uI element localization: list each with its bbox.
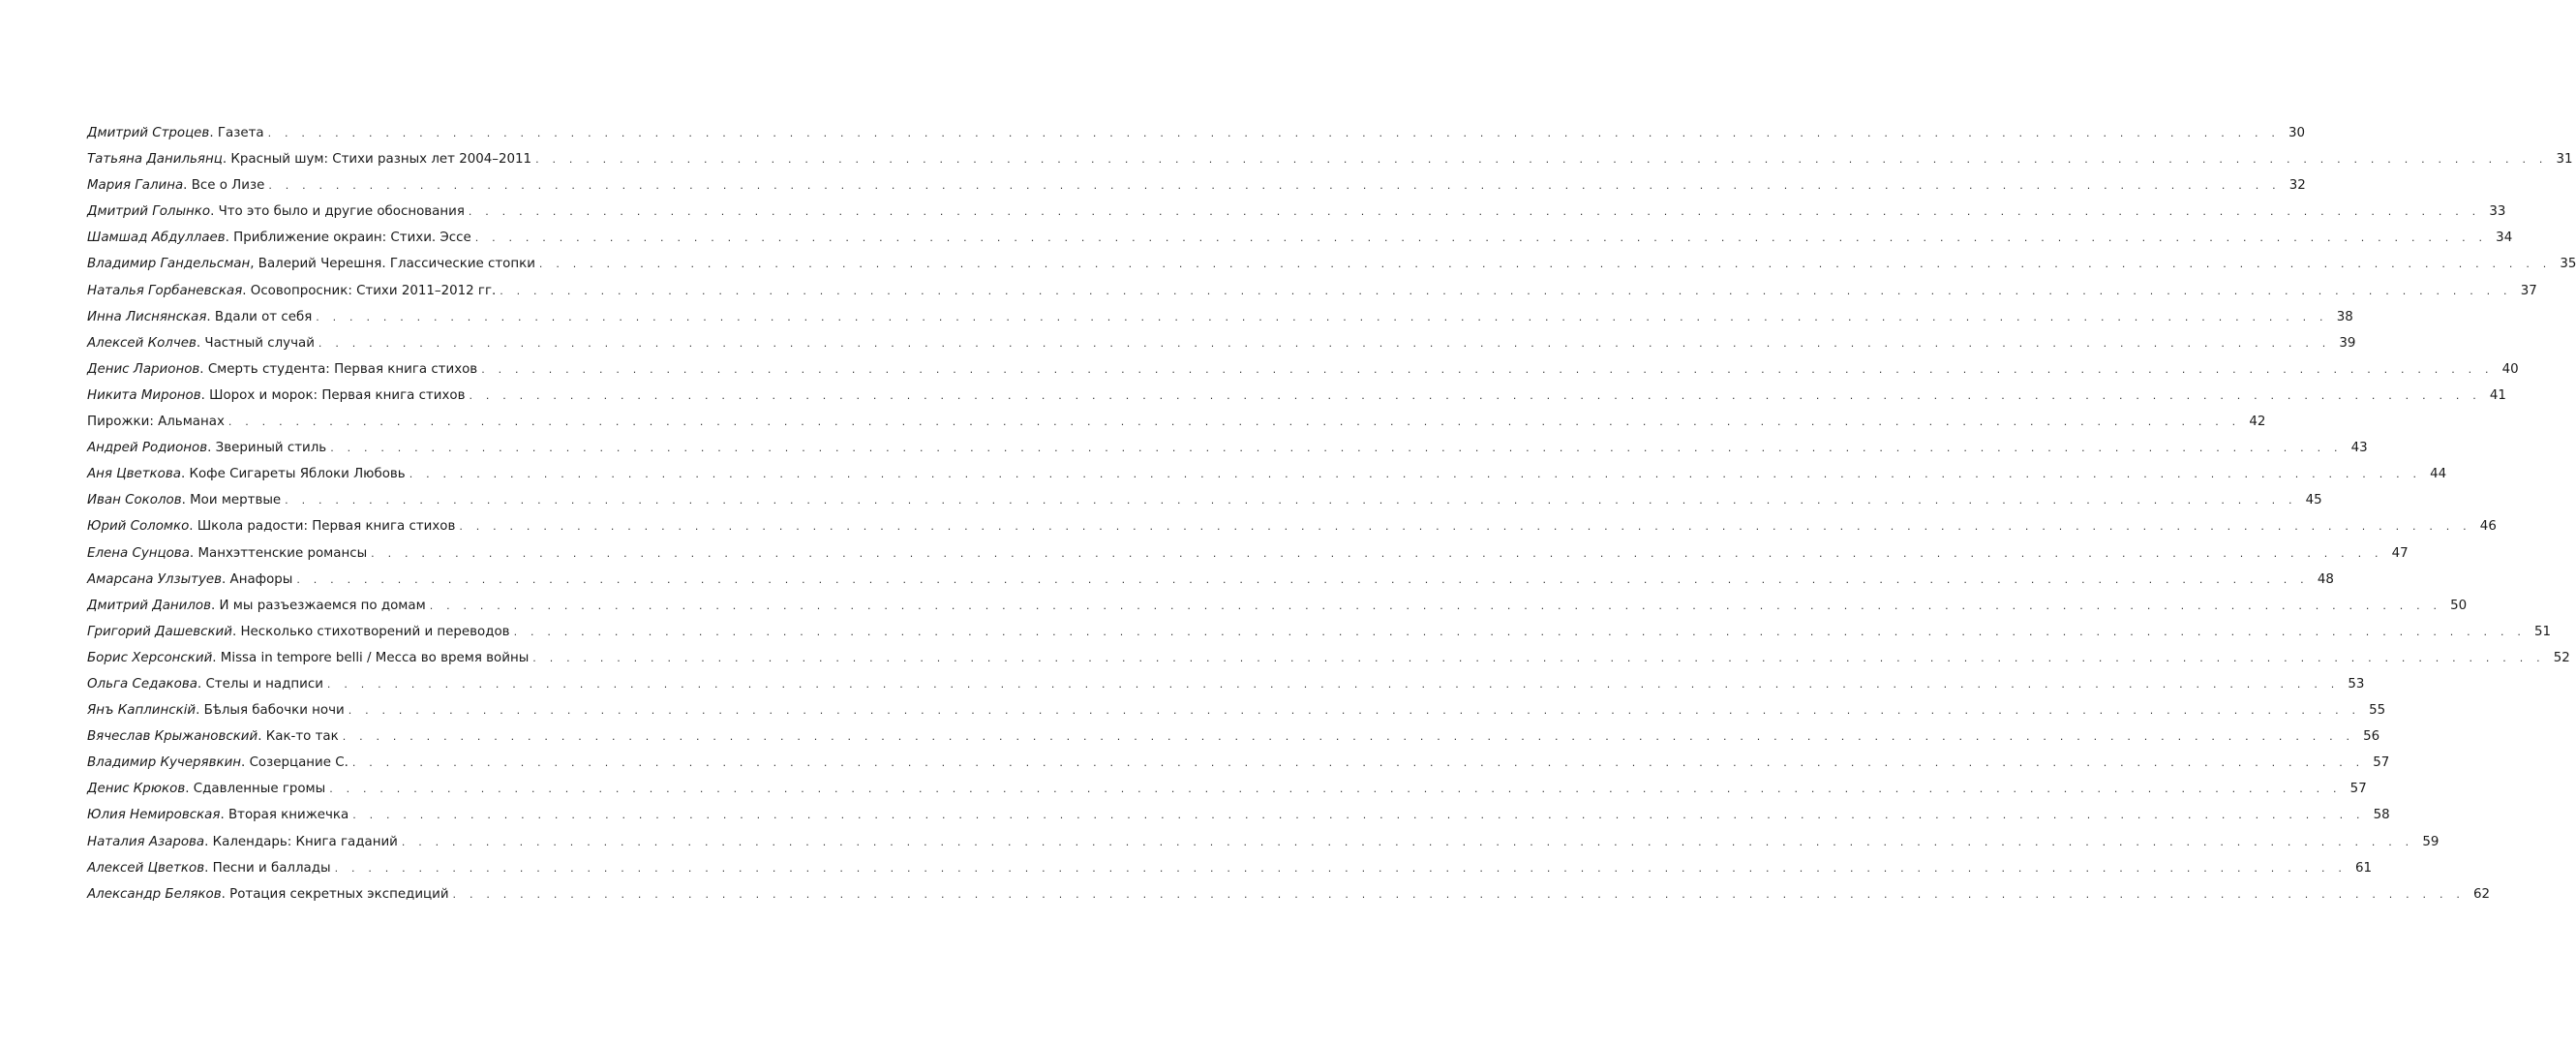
toc-page-number: 38 [2336,309,2353,324]
dot-leader: . . . . . . . . . . . . . . . . . . . . . . . . . . . . . . . . . . . . . . . . . . . . . . . . . . . . . . . . . . . . . . . . . . . . . . . . . . . . . . . . . . . . . . . . . . . . . . . . . . . . . . . . . . . . . . . . . . . . . . . . [469,388,2481,402]
toc-title: Missa in tempore belli / Месса во время войны [220,650,530,665]
toc-entry-text [87,671,323,697]
toc-page-number: 52 [2553,650,2570,665]
dot-leader: . . . . . . . . . . . . . . . . . . . . . . . . . . . . . . . . . . . . . . . . . . . . . . . . . . . . . . . . . . . . . . . . . . . . . . . . . . . . . . . . . . . . . . . . . . . . . . . . . . . . . . . . . . . . . . . . . . . . . . . . [401,835,2414,848]
toc-separator: . [206,309,215,324]
dot-leader: . . . . . . . . . . . . . . . . . . . . . . . . . . . . . . . . . . . . . . . . . . . . . . . . . . . . . . . . . . . . . . . . . . . . . . . . . . . . . . . . . . . . . . . . . . . . . . . . . . . . . . . . . . . . . . . . . . . . . . . . [227,415,2241,429]
toc-separator: . [200,387,210,403]
toc-entry-text [87,540,367,567]
toc-separator: . [211,598,220,613]
dot-leader: . . . . . . . . . . . . . . . . . . . . . . . . . . . . . . . . . . . . . . . . . . . . . . . . . . . . . . . . . . . . . . . . . . . . . . . . . . . . . . . . . . . . . . . . . . . . . . . . . . . . . . . . . . . . . . . . . . . . . . . . [326,677,2340,691]
toc-entry [87,776,2367,802]
toc-entry [87,645,2570,671]
toc-separator: . [181,493,191,508]
toc-separator: . [204,834,213,849]
dot-leader: . . . . . . . . . . . . . . . . . . . . . . . . . . . . . . . . . . . . . . . . . . . . . . . . . . . . . . . . . . . . . . . . . . . . . . . . . . . . . . . . . . . . . . . . . . . . . . . . . . . . . . . . . . . . . . . . . . . . . . . . [268,179,2281,193]
toc-author: Наталья Горбаневская [87,283,243,298]
dot-leader: . . . . . . . . . . . . . . . . . . . . . . . . . . . . . . . . . . . . . . . . . . . . . . . . . . . . . . . . . . . . . . . . . . . . . . . . . . . . . . . . . . . . . . . . . . . . . . . . . . . . . . . . . . . . . . . . . . . . . . . . [468,205,2481,219]
toc-author: Андрей Родионов [87,441,208,456]
toc-entry [87,802,2390,828]
toc-separator: . [210,204,219,220]
toc-entry [87,619,2552,645]
toc-page-number: 45 [2305,493,2322,508]
toc-separator: . [189,519,197,535]
toc-page-number: 39 [2339,335,2356,351]
toc-page-number: 51 [2534,624,2552,639]
dot-leader: . . . . . . . . . . . . . . . . . . . . . . . . . . . . . . . . . . . . . . . . . . . . . . . . . . . . . . . . . . . . . . . . . . . . . . . . . . . . . . . . . . . . . . . . . . . . . . . . . . . . . . . . . . . . . . . . . . . . . . . . [538,258,2552,271]
dot-leader: . . . . . . . . . . . . . . . . . . . . . . . . . . . . . . . . . . . . . . . . . . . . . . . . . . . . . . . . . . . . . . . . . . . . . . . . . . . . . . . . . . . . . . . . . . . . . . . . . . . . . . . . . . . . . . . . . . . . . . . . [296,572,2309,586]
toc-title: Кофе Сигареты Яблоки Любовь [189,467,406,482]
toc-separator: . [196,335,205,351]
toc-entry [87,435,2368,461]
dot-leader: . . . . . . . . . . . . . . . . . . . . . . . . . . . . . . . . . . . . . . . . . . . . . . . . . . . . . . . . . . . . . . . . . . . . . . . . . . . . . . . . . . . . . . . . . . . . . . . . . . . . . . . . . . . . . . . . . . . . . . . . [513,625,2527,638]
toc-author: Владимир Кучерявкин [87,755,242,771]
toc-page-number: 33 [2489,204,2506,220]
toc-title: Школа радости: Первая книга стихов [197,519,456,535]
dot-leader: . . . . . . . . . . . . . . . . . . . . . . . . . . . . . . . . . . . . . . . . . . . . . . . . . . . . . . . . . . . . . . . . . . . . . . . . . . . . . . . . . . . . . . . . . . . . . . . . . . . . . . . . . . . . . . . . . . . . . . . . [351,756,2365,770]
toc-page-number: 57 [2373,755,2390,771]
toc-entry-text [87,776,325,802]
toc-page-number: 34 [2496,231,2513,246]
toc-page-number: 56 [2363,729,2380,745]
toc-entry [87,383,2506,409]
toc-author: Дмитрий Строцев [87,126,210,140]
toc-entry-text [87,383,465,409]
toc-title: Календарь: Книга гаданий [212,834,398,849]
toc-author: Алексей Цветков [87,860,205,876]
toc-title: Вдали от себя [214,309,313,324]
toc-page-number: 41 [2489,387,2506,403]
toc-entry [87,304,2353,330]
dot-leader: . . . . . . . . . . . . . . . . . . . . . . . . . . . . . . . . . . . . . . . . . . . . . . . . . . . . . . . . . . . . . . . . . . . . . . . . . . . . . . . . . . . . . . . . . . . . . . . . . . . . . . . . . . . . . . . . . . . . . . . . [459,520,2471,534]
dot-leader: . . . . . . . . . . . . . . . . . . . . . . . . . . . . . . . . . . . . . . . . . . . . . . . . . . . . . . . . . . . . . . . . . . . . . . . . . . . . . . . . . . . . . . . . . . . . . . . . . . . . . . . . . . . . . . . . . . . . . . . . [330,442,2343,455]
toc-entry-text [87,881,449,908]
toc-author: Григорий Дашевский [87,624,232,639]
toc-separator: . [231,624,241,639]
dot-leader: . . . . . . . . . . . . . . . . . . . . . . . . . . . . . . . . . . . . . . . . . . . . . . . . . . . . . . . . . . . . . . . . . . . . . . . . . . . . . . . . . . . . . . . . . . . . . . . . . . . . . . . . . . . . . . . . . . . . . . . . [348,704,2361,718]
toc-entry [87,487,2322,513]
toc-entry-text [87,172,264,199]
toc-separator: . [221,886,230,902]
toc-entry [87,251,2576,277]
toc-entry-text [87,461,406,487]
dot-leader: . . . . . . . . . . . . . . . . . . . . . . . . . . . . . . . . . . . . . . . . . . . . . . . . . . . . . . . . . . . . . . . . . . . . . . . . . . . . . . . . . . . . . . . . . . . . . . . . . . . . . . . . . . . . . . . . . . . . . . . . [481,362,2494,376]
toc-separator: . [258,729,266,745]
toc-title: Созерцание С. [249,755,349,771]
toc-entry-text [87,330,315,356]
toc-separator: . [212,650,221,665]
toc-author: Владимир Гандельсман [87,257,251,272]
dot-leader: . . . . . . . . . . . . . . . . . . . . . . . . . . . . . . . . . . . . . . . . . . . . . . . . . . . . . . . . . . . . . . . . . . . . . . . . . . . . . . . . . . . . . . . . . . . . . . . . . . . . . . . . . . . . . . . . . . . . . . . . [371,546,2383,560]
toc-title: Смерть студента: Первая книга стихов [207,361,478,377]
toc-author: Дмитрий Голынко [87,204,211,220]
toc-entry [87,199,2506,225]
toc-title: Валерий Черешня. Глассические стопки [258,257,535,272]
toc-title: И мы разъезжаемся по домам [219,598,426,613]
toc-title: Анафоры [229,571,293,587]
toc-entry-text [87,304,312,330]
toc-author: Юрий Соломко [87,519,190,535]
toc-title: Осовопросник: Стихи 2011–2012 гг. [250,283,497,298]
toc-title: Все о Лизе [191,178,265,194]
toc-title: Вторая книжечка [227,808,349,823]
toc-entry [87,881,2491,908]
toc-page-number: 62 [2472,886,2491,902]
toc-separator: , [250,257,258,272]
toc-entry-text [87,120,264,146]
toc-entry-text [87,723,339,750]
toc-separator: . [222,571,230,587]
toc-title: Приближение окраин: Стихи. Эссе [233,231,471,246]
toc-entry [87,146,2573,172]
toc-separator: . [209,126,218,140]
toc-entry [87,540,2409,567]
toc-entry [87,356,2519,383]
toc-page-number: 43 [2350,441,2368,456]
toc-page-number: 55 [2369,703,2386,719]
toc-title: Газета [217,126,264,140]
toc-entry-text [87,225,471,251]
toc-page-number: 50 [2450,598,2468,613]
toc-author: Ольга Седакова [87,676,197,692]
toc-author: Иван Соколов [87,493,182,508]
toc-title: Как-то так [265,729,339,745]
toc-title: Несколько стихотворений и переводов [240,624,510,639]
toc-entry [87,409,2266,435]
toc-entry [87,723,2380,750]
toc-entry [87,461,2447,487]
dot-leader: . . . . . . . . . . . . . . . . . . . . . . . . . . . . . . . . . . . . . . . . . . . . . . . . . . . . . . . . . . . . . . . . . . . . . . . . . . . . . . . . . . . . . . . . . . . . . . . . . . . . . . . . . . . . . . . . . . . . . . . . [535,153,2548,167]
toc-separator: . [196,703,204,719]
dot-leader: . . . . . . . . . . . . . . . . . . . . . . . . . . . . . . . . . . . . . . . . . . . . . . . . . . . . . . . . . . . . . . . . . . . . . . . . . . . . . . . . . . . . . . . . . . . . . . . . . . . . . . . . . . . . . . . . . . . . . . . . [267,127,2281,139]
toc-entry-text [87,619,510,645]
toc-entry-text [87,146,531,172]
toc-entry-text [87,278,496,304]
toc-entry [87,829,2440,855]
toc-page-number: 42 [2249,415,2266,430]
toc-entry-text [87,750,349,776]
dot-leader: . . . . . . . . . . . . . . . . . . . . . . . . . . . . . . . . . . . . . . . . . . . . . . . . . . . . . . . . . . . . . . . . . . . . . . . . . . . . . . . . . . . . . . . . . . . . . . . . . . . . . . . . . . . . . . . . . . . . . . . . [316,310,2328,323]
toc-page-number: 32 [2288,178,2306,194]
toc-title: Мои мертвые [190,493,282,508]
dot-leader: . . . . . . . . . . . . . . . . . . . . . . . . . . . . . . . . . . . . . . . . . . . . . . . . . . . . . . . . . . . . . . . . . . . . . . . . . . . . . . . . . . . . . . . . . . . . . . . . . . . . . . . . . . . . . . . . . . . . . . . . [318,336,2331,350]
toc-separator: . [204,860,213,876]
toc-page-number: 44 [2430,467,2447,482]
toc-page-number: 48 [2317,571,2334,587]
toc-author: Александр Беляков [87,886,222,902]
toc-entry-text [87,513,455,539]
table-of-contents [87,120,2576,908]
toc-entry-text [87,829,398,855]
toc-page-number: 40 [2501,361,2519,377]
toc-author: Алексей Колчев [87,335,197,351]
toc-title: Манхэттенские романсы [197,545,368,561]
toc-author: Инна Лиснянская [87,309,207,324]
toc-entry [87,330,2356,356]
toc-page-number: 58 [2373,808,2390,823]
dot-leader: . . . . . . . . . . . . . . . . . . . . . . . . . . . . . . . . . . . . . . . . . . . . . . . . . . . . . . . . . . . . . . . . . . . . . . . . . . . . . . . . . . . . . . . . . . . . . . . . . . . . . . . . . . . . . . . . . . . . . . . . [285,494,2297,508]
toc-entry [87,172,2306,199]
toc-author: Никита Миронов [87,387,201,403]
toc-entry [87,855,2373,881]
toc-author: Наталия Азарова [87,834,205,849]
toc-separator: . [183,178,192,194]
toc-separator: . [220,808,228,823]
toc-author: Юлия Немировская [87,808,221,823]
toc-separator: . [222,152,231,168]
toc-author: Денис Ларионов [87,361,200,377]
toc-separator: . [241,755,250,771]
toc-entry-text [87,356,477,383]
dot-leader: . . . . . . . . . . . . . . . . . . . . . . . . . . . . . . . . . . . . . . . . . . . . . . . . . . . . . . . . . . . . . . . . . . . . . . . . . . . . . . . . . . . . . . . . . . . . . . . . . . . . . . . . . . . . . . . . . . . . . . . . [334,861,2348,875]
toc-page-number: 30 [2288,126,2306,140]
toc-author: Дмитрий Данилов [87,598,211,613]
toc-author: Амарсана Улзытуев [87,571,223,587]
toc-page-number: 57 [2349,782,2367,797]
toc-page-number: 47 [2391,545,2409,561]
toc-entry-text [87,487,281,513]
toc-separator: . [225,231,234,246]
toc-author: Елена Сунцова [87,545,190,561]
toc-author: Мария Галина [87,178,184,194]
dot-leader: . . . . . . . . . . . . . . . . . . . . . . . . . . . . . . . . . . . . . . . . . . . . . . . . . . . . . . . . . . . . . . . . . . . . . . . . . . . . . . . . . . . . . . . . . . . . . . . . . . . . . . . . . . . . . . . . . . . . . . . . [329,783,2342,796]
toc-title: Стелы и надписи [205,676,323,692]
toc-entry-text [87,199,465,225]
toc-entry [87,567,2334,593]
dot-leader: . . . . . . . . . . . . . . . . . . . . . . . . . . . . . . . . . . . . . . . . . . . . . . . . . . . . . . . . . . . . . . . . . . . . . . . . . . . . . . . . . . . . . . . . . . . . . . . . . . . . . . . . . . . . . . . . . . . . . . . . [342,730,2355,744]
toc-entry [87,593,2468,619]
toc-entry-text [87,645,529,671]
dot-leader: . . . . . . . . . . . . . . . . . . . . . . . . . . . . . . . . . . . . . . . . . . . . . . . . . . . . . . . . . . . . . . . . . . . . . . . . . . . . . . . . . . . . . . . . . . . . . . . . . . . . . . . . . . . . . . . . . . . . . . . . [409,468,2422,481]
toc-page-number: 37 [2520,283,2537,298]
toc-author: Вячеслав Крыжановский [87,729,258,745]
toc-entry-text [87,802,349,828]
toc-entry-text [87,251,535,277]
toc-author: Татьяна Данильянц [87,152,223,168]
toc-separator: . [189,545,198,561]
toc-title: Шорох и морок: Первая книга стихов [209,387,466,403]
toc-entry [87,513,2497,539]
toc-entry [87,697,2386,723]
toc-page-number: 61 [2355,860,2373,876]
dot-leader: . . . . . . . . . . . . . . . . . . . . . . . . . . . . . . . . . . . . . . . . . . . . . . . . . . . . . . . . . . . . . . . . . . . . . . . . . . . . . . . . . . . . . . . . . . . . . . . . . . . . . . . . . . . . . . . . . . . . . . . . [474,231,2488,245]
toc-entry-text [87,409,225,435]
toc-entry [87,278,2537,304]
toc-entry-text [87,435,326,461]
dot-leader: . . . . . . . . . . . . . . . . . . . . . . . . . . . . . . . . . . . . . . . . . . . . . . . . . . . . . . . . . . . . . . . . . . . . . . . . . . . . . . . . . . . . . . . . . . . . . . . . . . . . . . . . . . . . . . . . . . . . . . . . [352,809,2365,822]
dot-leader: . . . . . . . . . . . . . . . . . . . . . . . . . . . . . . . . . . . . . . . . . . . . . . . . . . . . . . . . . . . . . . . . . . . . . . . . . . . . . . . . . . . . . . . . . . . . . . . . . . . . . . . . . . . . . . . . . . . . . . . . [500,284,2512,297]
toc-author: Аня Цветкова [87,467,181,482]
toc-author: Янъ Каплинскiй [87,703,197,719]
toc-title: Пирожки: Альманах [87,415,225,430]
toc-title: Сдавленные громы [193,782,326,797]
toc-title: Песни и баллады [212,860,331,876]
toc-separator: . [185,782,194,797]
toc-title: Бѣлыя бабочки ночи [203,703,345,719]
toc-page-number: 46 [2479,519,2497,535]
toc-title: Частный случай [204,335,315,351]
toc-page-number: 35 [2560,257,2576,272]
dot-leader: . . . . . . . . . . . . . . . . . . . . . . . . . . . . . . . . . . . . . . . . . . . . . . . . . . . . . . . . . . . . . . . . . . . . . . . . . . . . . . . . . . . . . . . . . . . . . . . . . . . . . . . . . . . . . . . . . . . . . . . . [532,651,2545,664]
toc-separator: . [199,361,208,377]
toc-entry-text [87,697,345,723]
toc-entry-text [87,593,426,619]
toc-title: Звериный стиль [215,441,327,456]
toc-author: Денис Крюков [87,782,186,797]
toc-separator: . [180,467,190,482]
toc-author: Шамшад Абдуллаев [87,231,226,246]
toc-author: Борис Херсонский [87,650,213,665]
toc-entry [87,750,2390,776]
dot-leader: . . . . . . . . . . . . . . . . . . . . . . . . . . . . . . . . . . . . . . . . . . . . . . . . . . . . . . . . . . . . . . . . . . . . . . . . . . . . . . . . . . . . . . . . . . . . . . . . . . . . . . . . . . . . . . . . . . . . . . . . [452,887,2466,901]
toc-entry-text [87,567,292,593]
toc-title: Ротация секретных экспедиций [229,886,449,902]
toc-page-number: 53 [2348,676,2365,692]
dot-leader: . . . . . . . . . . . . . . . . . . . . . . . . . . . . . . . . . . . . . . . . . . . . . . . . . . . . . . . . . . . . . . . . . . . . . . . . . . . . . . . . . . . . . . . . . . . . . . . . . . . . . . . . . . . . . . . . . . . . . . . . [429,599,2442,612]
toc-separator: . [197,676,206,692]
toc-title: Что это было и другие обоснования [218,204,465,220]
toc-separator: . [207,441,216,456]
toc-page-number: 31 [2556,152,2573,168]
toc-entry [87,120,2306,146]
toc-entry [87,671,2365,697]
toc-page-number: 59 [2422,834,2440,849]
toc-separator: . [242,283,251,298]
toc-title: Красный шум: Стихи разных лет 2004–2011 [230,152,532,168]
toc-entry-text [87,855,331,881]
toc-entry [87,225,2513,251]
